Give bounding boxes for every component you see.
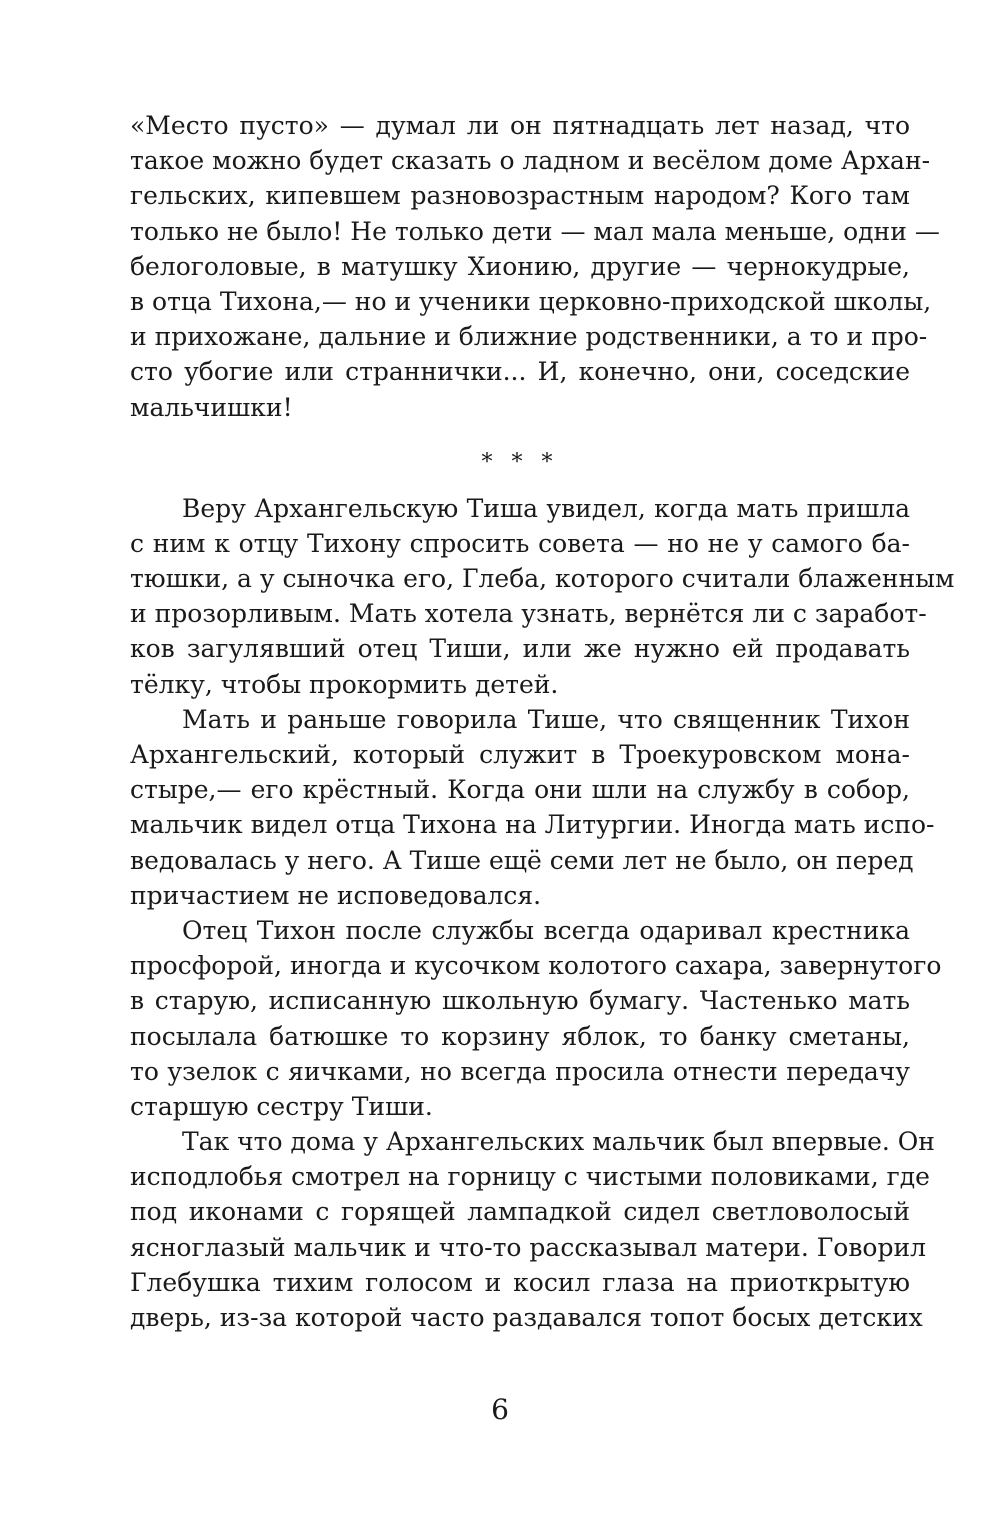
- text-line: гельских, кипевшем разновозрастным народом? Кого там: [130, 181, 910, 211]
- text-line: сто убогие или страннички... И, конечно, они, соседские: [130, 357, 910, 387]
- text-line: мальчик видел отца Тихона на Литургии. Иногда мать испо-: [130, 810, 935, 840]
- text-line: Мать и раньше говорила Тише, что священник Тихон: [182, 704, 910, 734]
- text-line: тюшки, а у сыночка его, Глеба, которого считали блаженным: [130, 564, 955, 594]
- paragraph-5: [130, 1124, 935, 1335]
- page-text: [130, 108, 955, 1335]
- text-line: мальчишки!: [130, 392, 293, 422]
- text-line: такое можно будет сказать о ладном и весёлом доме Архан-: [130, 146, 931, 176]
- section-separator: * * *: [481, 449, 559, 475]
- paragraph-4: [130, 913, 942, 1124]
- text-line: дверь, из-за которой часто раздавался топот босых детских: [130, 1303, 923, 1332]
- page-number: 6: [491, 1393, 509, 1426]
- text-line: причастием не исповедовался.: [130, 880, 542, 910]
- paragraph-3: [130, 702, 935, 913]
- text-line: ведовалась у него. А Тише ещё семи лет не было, он перед: [130, 845, 914, 875]
- text-line: под иконами с горящей лампадкой сидел светловолосый: [130, 1197, 910, 1227]
- paragraph-1: [130, 108, 940, 425]
- text-line: ков загулявший отец Тиши, или же нужно ей продавать: [130, 634, 910, 664]
- text-line: тёлку, чтобы прокормить детей.: [130, 669, 559, 699]
- text-line: Отец Тихон после службы всегда одаривал крестника: [182, 915, 910, 945]
- text-line: исподлобья смотрел на горницу с чистыми половиками, где: [130, 1162, 930, 1192]
- text-line: в старую, исписанную школьную бумагу. Частенько мать: [130, 986, 910, 1016]
- text-line: «Место пусто» — думал ли он пятнадцать лет назад, что: [130, 111, 910, 140]
- text-line: и прихожане, дальние и ближние родственники, а то и про-: [130, 322, 928, 352]
- text-line: то узелок с яичками, но всегда просила отнести передачу: [130, 1056, 910, 1086]
- paragraph-2: [130, 491, 955, 702]
- text-line: просфорой, иногда и кусочком колотого сахара, завернутого: [130, 951, 942, 981]
- text-line: Глебушка тихим голосом и косил глаза на приоткрытую: [130, 1267, 910, 1297]
- text-line: Веру Архангельскую Тиша увидел, когда мать пришла: [182, 493, 910, 523]
- text-line: и прозорливым. Мать хотела узнать, вернётся ли с заработ-: [130, 599, 927, 629]
- text-line: старшую сестру Тиши.: [130, 1091, 433, 1121]
- text-line: в отца Тихона,— но и ученики церковно-приходской школы,: [130, 286, 932, 316]
- text-line: посылала батюшке то корзину яблок, то банку сметаны,: [130, 1021, 910, 1051]
- text-line: Архангельский, который служит в Троекуровском мона-: [130, 740, 910, 769]
- text-line: Так что дома у Архангельских мальчик был впервые. Он: [182, 1127, 935, 1157]
- text-line: белоголовые, в матушку Хионию, другие — чернокудрые,: [130, 251, 910, 281]
- text-line: с ним к отцу Тихону спросить совета — но не у самого ба-: [130, 528, 910, 558]
- text-line: только не было! Не только дети — мал мала меньше, одни —: [130, 216, 940, 246]
- text-line: стыре,— его крёстный. Когда они шли на службу в собор,: [130, 775, 910, 805]
- text-line: ясноглазый мальчик и что-то рассказывал матери. Говорил: [130, 1232, 927, 1262]
